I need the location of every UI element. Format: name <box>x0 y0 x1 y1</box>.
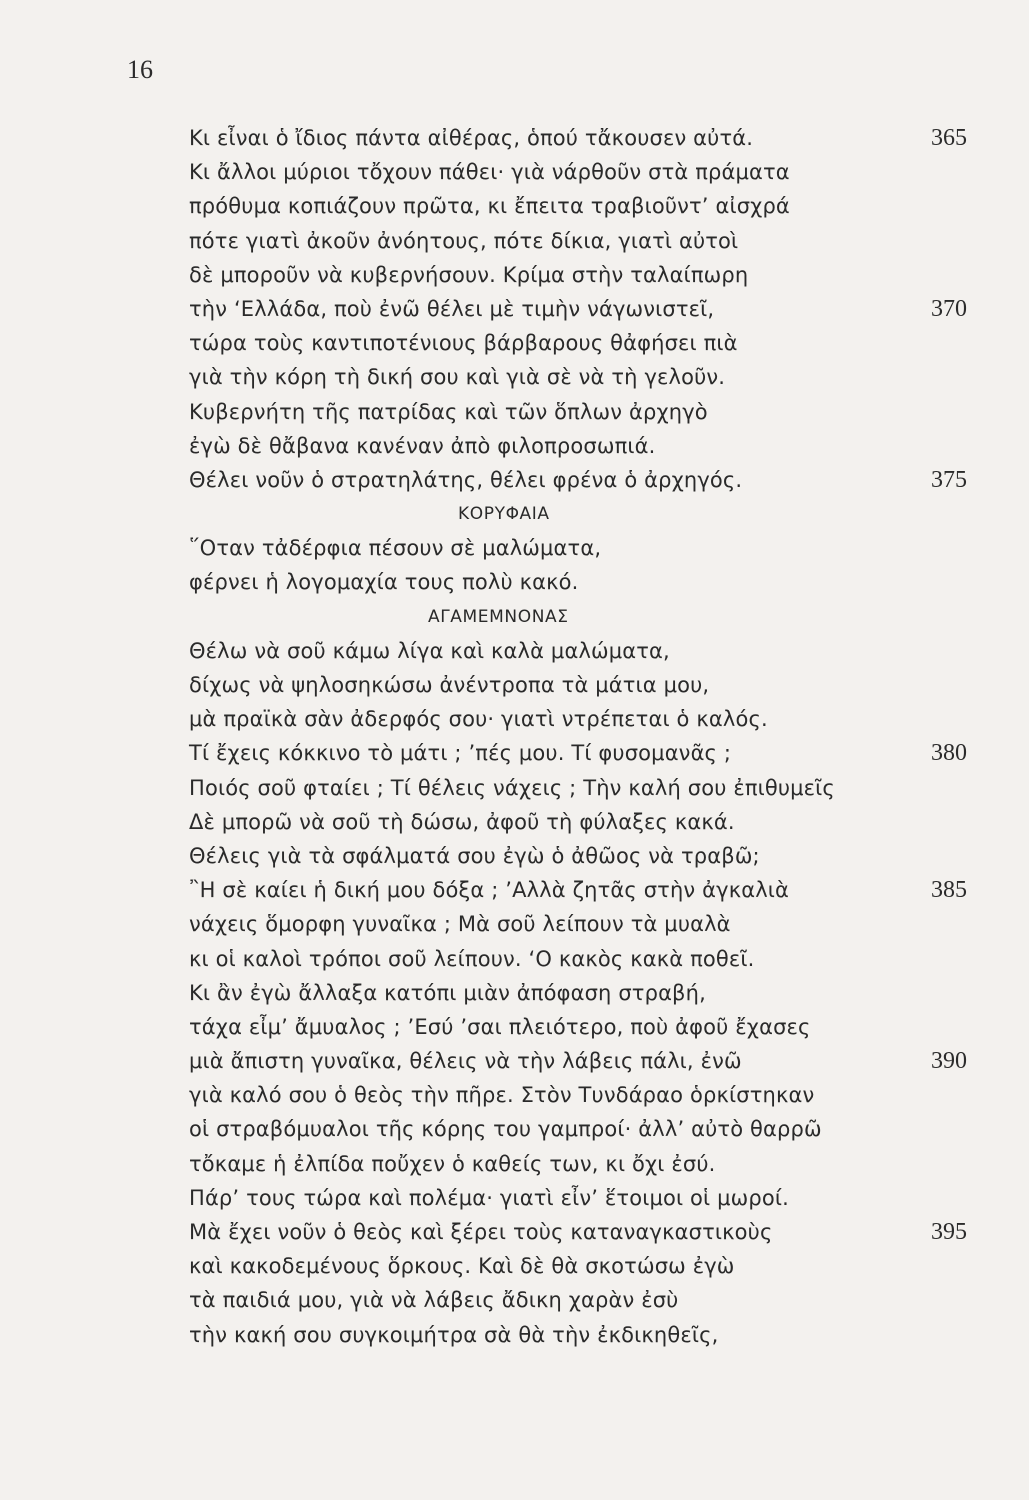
speaker-row <box>189 600 989 634</box>
verse-row <box>189 1112 989 1146</box>
verse-row <box>189 224 989 258</box>
verse-row <box>189 1181 989 1215</box>
verse-row <box>189 1283 989 1317</box>
verse-row <box>189 1147 989 1181</box>
verse-row <box>189 463 989 497</box>
verse-line: Τί ἔχεις κόκκινο τὸ μάτι ; ’πές μου. Τί φυσομανᾶς ; <box>189 741 732 766</box>
verse-row <box>189 1215 989 1249</box>
verse-line: Δὲ μπορῶ νὰ σοῦ τὴ δώσω, ἀφοῦ τὴ φύλαξες κακά. <box>189 809 735 834</box>
verse-line: Θέλω νὰ σοῦ κάμω λίγα καὶ καλὰ μαλώματα, <box>189 638 670 663</box>
verse-line: τάχα εἶμ’ ἄμυαλος ; ’Εσύ ’σαι πλειότερο, ποὺ ἀφοῦ ἔχασες <box>189 1014 811 1039</box>
verse-row <box>189 634 989 668</box>
verse-row <box>189 839 989 873</box>
verse-line: ἐγὼ δὲ θἄβανα κανέναν ἀπὸ φιλοπροσωπιά. <box>189 433 656 458</box>
verse-line: γιὰ τὴν κόρη τὴ δική σου καὶ γιὰ σὲ νὰ τὴ γελοῦν. <box>189 365 726 390</box>
verse-line: Κυβερνήτη τῆς πατρίδας καὶ τῶν ὅπλων ἀρχηγὸ <box>189 399 708 424</box>
verse-line: τὄκαμε ἡ ἐλπίδα ποὔχεν ὁ καθείς των, κι ὄχι ἐσύ. <box>189 1151 716 1176</box>
verse-line: Πάρ’ τους τώρα καὶ πολέμα· γιατὶ εἶν’ ἕτοιμοι οἱ μωροί. <box>189 1185 789 1210</box>
line-number: 375 <box>931 466 967 493</box>
verse-text-block <box>189 121 989 1352</box>
verse-row <box>189 1249 989 1283</box>
verse-line: Κι ἂν ἐγὼ ἄλλαξα κατόπι μιὰν ἀπόφαση στραβή, <box>189 980 706 1005</box>
verse-row <box>189 326 989 360</box>
verse-line: Κι ἄλλοι μύριοι τὄχουν πάθει· γιὰ νάρθοῦν στὰ πράματα <box>189 160 790 185</box>
verse-row <box>189 1044 989 1078</box>
verse-line: δίχως νὰ ψηλοσηκώσω ἀνέντροπα τὰ μάτια μου, <box>189 673 710 697</box>
verse-line: Μὰ ἔχει νοῦν ὁ θεὸς καὶ ξέρει τοὺς καταναγκαστικοὺς <box>189 1220 773 1244</box>
verse-line: κι οἱ καλοὶ τρόποι σοῦ λείπουν. ‘Ο κακὸς κακὰ ποθεῖ. <box>189 946 755 971</box>
verse-row <box>189 873 989 907</box>
verse-line: Ποιός σοῦ φταίει ; Τί θέλεις νάχεις ; Τὴν καλή σου ἐπιθυμεῖς <box>189 775 835 800</box>
verse-line: πρόθυμα κοπιάζουν πρῶτα, κι ἔπειτα τραβιοῦντ’ αἰσχρά <box>189 194 790 219</box>
line-number: 385 <box>931 877 967 904</box>
verse-line: Θέλεις γιὰ τὰ σφάλματά σου ἐγὼ ὁ ἀθῶος νὰ τραβῶ; <box>189 843 760 868</box>
verse-row <box>189 736 989 770</box>
verse-row <box>189 429 989 463</box>
verse-line: μὰ πραϊκὰ σὰν ἀδερφός σου· γιατὶ ντρέπεται ὁ καλός. <box>189 707 768 732</box>
verse-line: πότε γιατὶ ἀκοῦν ἀνόητους, πότε δίκια, γιατὶ αὐτοὶ <box>189 228 739 253</box>
verse-row <box>189 395 989 429</box>
line-number: 390 <box>931 1048 967 1075</box>
verse-row <box>189 1078 989 1112</box>
verse-row <box>189 942 989 976</box>
verse-line: νάχεις ὅμορφη γυναῖκα ; Μὰ σοῦ λείπουν τὰ μυαλὰ <box>189 912 731 937</box>
verse-row <box>189 565 989 599</box>
verse-line: Θέλει νοῦν ὁ στρατηλάτης, θέλει φρένα ὁ ἀρχηγός. <box>189 467 743 492</box>
verse-line: ῞Οταν τἀδέρφια πέσουν σὲ μαλώματα, <box>189 536 602 561</box>
verse-row <box>189 189 989 223</box>
verse-line: τώρα τοὺς καντιποτένιους βάρβαρους θἀφήσει πιὰ <box>189 331 738 356</box>
verse-row <box>189 1010 989 1044</box>
verse-row <box>189 1318 989 1352</box>
speaker-name: ΚΟΡΥΦΑΙΑ <box>458 504 550 525</box>
verse-row <box>189 907 989 941</box>
verse-row <box>189 702 989 736</box>
verse-line: οἱ στραβόμυαλοι τῆς κόρης του γαμπροί· ἀλλ’ αὐτὸ θαρρῶ <box>189 1117 822 1142</box>
verse-line: καὶ κακοδεμένους ὅρκους. Καὶ δὲ θὰ σκοτώσω ἐγὼ <box>189 1254 735 1279</box>
verse-line: δὲ μποροῦν νὰ κυβερνήσουν. Κρίμα στὴν ταλαίπωρη <box>189 262 749 287</box>
line-number: 395 <box>931 1219 967 1245</box>
speaker-row <box>189 497 989 531</box>
verse-row <box>189 360 989 394</box>
verse-line: γιὰ καλό σου ὁ θεὸς τὴν πῆρε. Στὸν Τυνδάραο ὁρκίστηκαν <box>189 1083 815 1108</box>
line-number: 380 <box>931 740 967 767</box>
speaker-name: ΑΓΑΜΕΜΝΟΝΑΣ <box>428 606 569 627</box>
verse-row <box>189 805 989 839</box>
verse-row <box>189 258 989 292</box>
verse-line: τὴν κακή σου συγκοιμήτρα σὰ θὰ τὴν ἐκδικηθεῖς, <box>189 1322 719 1347</box>
verse-row <box>189 155 989 189</box>
verse-row <box>189 121 989 155</box>
verse-row <box>189 531 989 565</box>
line-number: 370 <box>931 295 967 322</box>
verse-line: Κι εἶναι ὁ ἴδιος πάντα αἰθέρας, ὁπού τἄκουσεν αὐτά. <box>189 126 754 150</box>
verse-row <box>189 771 989 805</box>
verse-line: τὰ παιδιά μου, γιὰ νὰ λάβεις ἄδικη χαρὰν ἐσὺ <box>189 1288 679 1313</box>
verse-line: φέρνει ἡ λογομαχία τους πολὺ κακό. <box>189 570 579 595</box>
line-number: 365 <box>931 125 967 151</box>
verse-line: μιὰ ἄπιστη γυναῖκα, θέλεις νὰ τὴν λάβεις πάλι, ἐνῶ <box>189 1049 742 1074</box>
page-number: 16 <box>127 55 153 84</box>
verse-row <box>189 292 989 326</box>
verse-line: ῍Η σὲ καίει ἡ δική μου δόξα ; ’Αλλὰ ζητᾶς στὴν ἀγκαλιὰ <box>189 878 790 903</box>
verse-row <box>189 668 989 702</box>
verse-line: τὴν ‘Ελλάδα, ποὺ ἐνῶ θέλει μὲ τιμὴν νάγωνιστεῖ, <box>189 296 715 321</box>
verse-row <box>189 976 989 1010</box>
